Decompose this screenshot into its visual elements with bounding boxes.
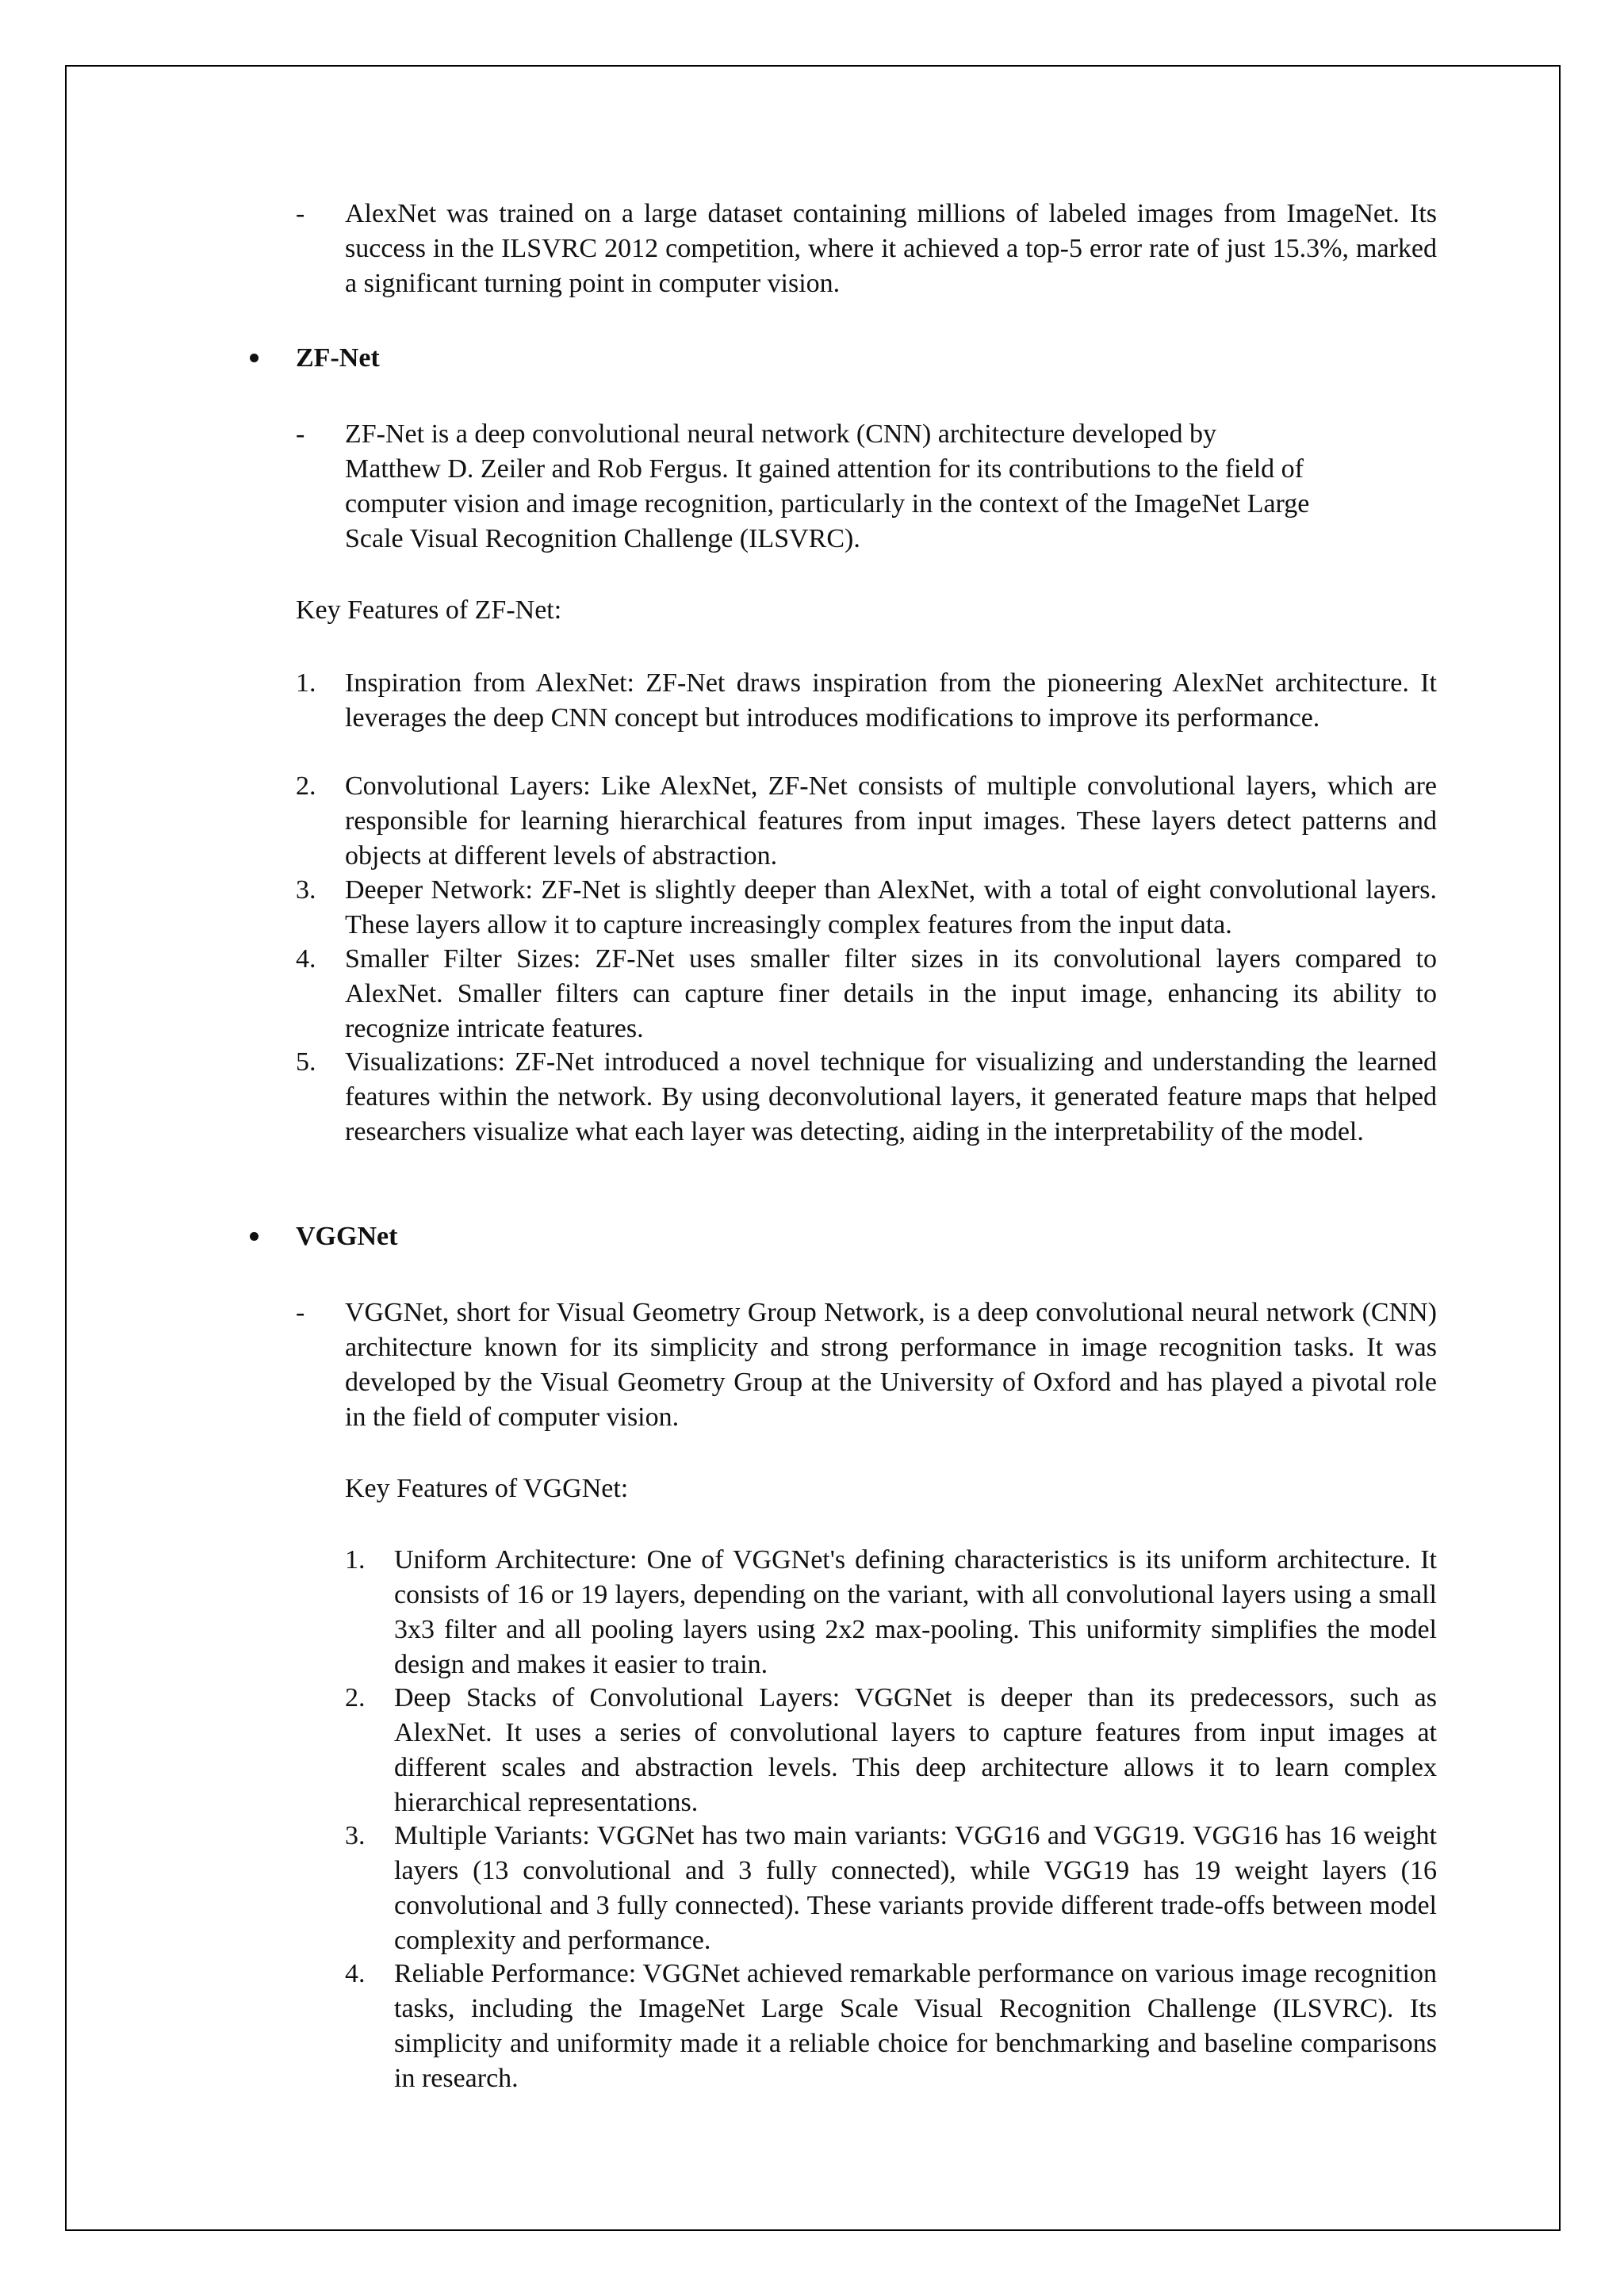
zfnet-intro-line: ZF-Net is a deep convolutional neural network (CNN) architecture developed by [345, 419, 1216, 449]
zfnet-intro-line: computer vision and image recognition, particularly in the context of the ImageNet Large [345, 489, 1310, 519]
dash-marker: - [296, 1298, 305, 1327]
bullet-icon [250, 1232, 259, 1241]
vggnet-feature-item: Uniform Architecture: One of VGGNet's defining characteristics is its uniform architecture. It consists of 16 or 19 layers, depending on the variant, with all convolutional layers using a small 3x3 filter and all pooling layers using 2x2 max-pooling. This uniformity simplifies the model design and makes it easier to train. [394, 1545, 1437, 1679]
dash-marker: - [296, 419, 305, 449]
zfnet-feature-item: Visualizations: ZF-Net introduced a novel technique for visualizing and understanding the learned features within the network. By using deconvolutional layers, it generated feature maps that helped researchers visualize what each layer was detecting, aiding in the interpretability of the model. [345, 1047, 1437, 1146]
zfnet-feature-item: Inspiration from AlexNet: ZF-Net draws inspiration from the pioneering AlexNet architecture. It leverages the deep CNN concept but introduces modifications to improve its performance. [345, 668, 1437, 733]
zfnet-feature-item: Deeper Network: ZF-Net is slightly deeper than AlexNet, with a total of eight convolutional layers. These layers allow it to capture increasingly complex features from the input data. [345, 875, 1437, 939]
zfnet-intro-line: Matthew D. Zeiler and Rob Fergus. It gained attention for its contributions to the field of [345, 454, 1304, 484]
list-number: 2. [296, 771, 316, 801]
vggnet-feature-item: Deep Stacks of Convolutional Layers: VGGNet is deeper than its predecessors, such as AlexNet. It uses a series of convolutional layers to capture features from input images at different scales and abstraction levels. This deep architecture allows it to learn complex hierarchical representations. [394, 1683, 1437, 1817]
list-number: 3. [345, 1821, 366, 1850]
zfnet-feature-item: Smaller Filter Sizes: ZF-Net uses smaller filter sizes in its convolutional layers compared to AlexNet. Smaller filters can capture finer details in the input image, enhancing its ability to recognize intricate features. [345, 944, 1437, 1043]
zfnet-feature-item: Convolutional Layers: Like AlexNet, ZF-Net consists of multiple convolutional layers, which are responsible for learning hierarchical features from input images. These layers detect patterns and objects at different levels of abstraction. [345, 771, 1437, 871]
list-number: 2. [345, 1683, 366, 1712]
list-number: 3. [296, 875, 316, 905]
bullet-icon [250, 354, 259, 362]
vggnet-feature-item: Multiple Variants: VGGNet has two main variants: VGG16 and VGG19. VGG16 has 16 weight layers (13 convolutional and 3 fully connected), while VGG19 has 19 weight layers (16 convolutional and 3 fully connected). These variants provide different trade-offs between model complexity and performance. [394, 1821, 1437, 1955]
zfnet-heading: ZF-Net [296, 343, 380, 373]
list-number: 4. [296, 944, 316, 974]
list-number: 1. [345, 1545, 366, 1575]
list-number: 4. [345, 1959, 366, 1988]
zfnet-key-features-title: Key Features of ZF-Net: [296, 595, 562, 625]
list-number: 1. [296, 668, 316, 698]
zfnet-intro [345, 417, 1455, 557]
vggnet-key-features-title: Key Features of VGGNet: [345, 1474, 629, 1503]
vggnet-intro: VGGNet, short for Visual Geometry Group Network, is a deep convolutional neural network (CNN) architecture known for its simplicity and strong performance in image recognition tasks. It was developed by the Visual Geometry Group at the University of Oxford and has played a pivotal role in the field of computer vision. [345, 1298, 1437, 1432]
vggnet-feature-item: Reliable Performance: VGGNet achieved remarkable performance on various image recognition tasks, including the ImageNet Large Scale Visual Recognition Challenge (ILSVRC). Its simplicity and uniformity made it a reliable choice for benchmarking and baseline comparisons in research. [394, 1959, 1437, 2093]
dash-marker: - [296, 199, 305, 228]
zfnet-intro-line: Scale Visual Recognition Challenge (ILSVRC). [345, 524, 860, 553]
vggnet-heading: VGGNet [296, 1222, 398, 1251]
list-number: 5. [296, 1047, 316, 1077]
alexnet-paragraph: AlexNet was trained on a large dataset containing millions of labeled images from ImageNet. Its success in the ILSVRC 2012 competition, where it achieved a top-5 error rate of just 15.3%, marked a significant turning point in computer vision. [345, 199, 1437, 298]
